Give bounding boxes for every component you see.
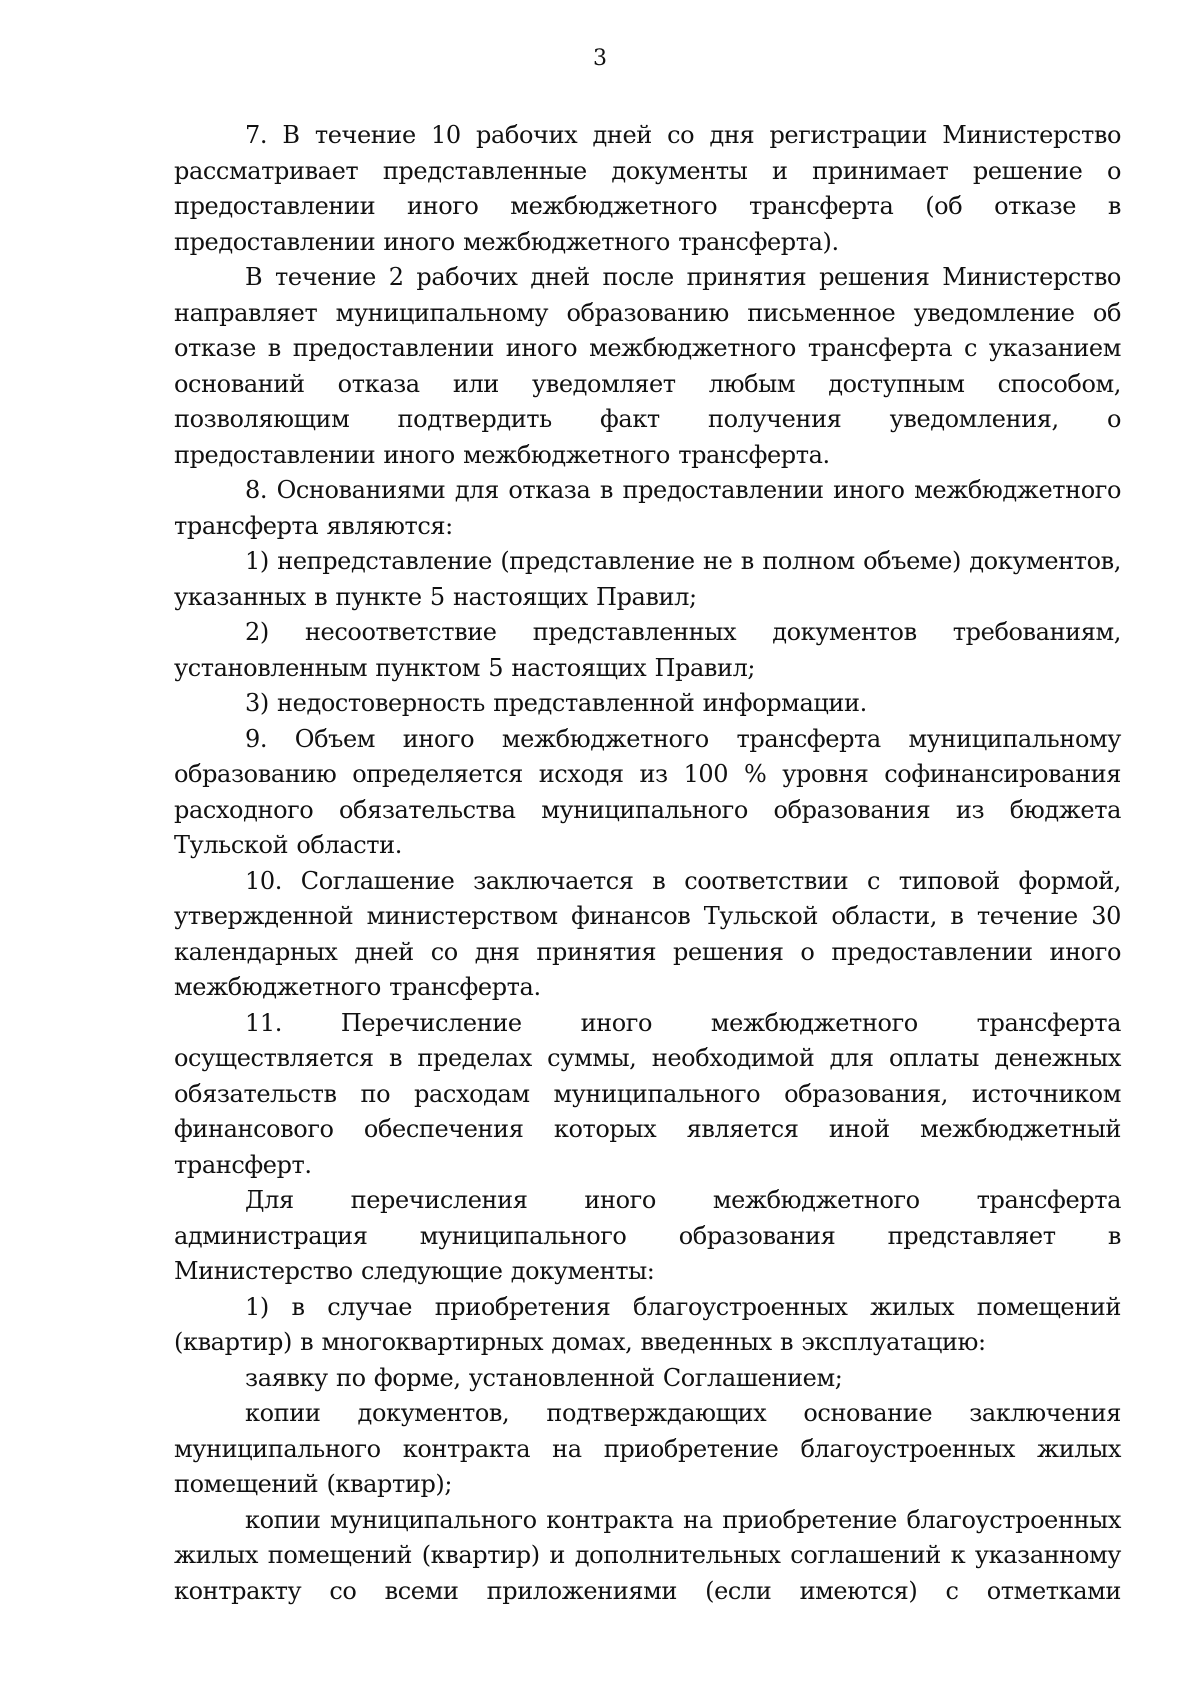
list-item-application: заявку по форме, установленной Соглашением; [245, 1363, 843, 1392]
list-item-1: 1) непредставление (представление не в полном объеме) документов, указанных в пункте 5 настоящих Правил; [174, 547, 1121, 611]
document-body [174, 118, 1121, 1609]
page-number: 3 [593, 46, 607, 71]
list-item-copies-contract: копии муниципального контракта на приобретение благоустроенных жилых помещений (квартир) и дополнительных соглашений к указанному контракту со всеми приложениями (если имеются) с отметками [174, 1505, 1121, 1605]
paragraph-10: 10. Соглашение заключается в соответствии с типовой формой, утвержденной министерством финансов Тульской области, в течение 30 календарных дней со дня принятия решения о предоставлении иного межбюджетного трансферта. [174, 866, 1121, 1001]
paragraph-11: 11. Перечисление иного межбюджетного трансферта осуществляется в пределах суммы, необходимой для оплаты денежных обязательств по расходам муниципального образования, источником финансового обеспечения которых является иной межбюджетный трансферт. [174, 1008, 1121, 1179]
paragraph-notification: В течение 2 рабочих дней после принятия решения Министерство направляет муниципальному образованию письменное уведомление об отказе в предоставлении иного межбюджетного трансферта с указанием оснований отказа или уведомляет любым доступным способом, позволяющим подтвердить факт получения уведомления, о предоставлении иного межбюджетного трансферта. [174, 263, 1121, 469]
list-item-2: 2) несоответствие представленных документов требованиям, установленным пунктом 5 настоящих Правил; [174, 618, 1121, 682]
paragraph-documents: Для перечисления иного межбюджетного трансферта администрация муниципального образования представляет в Министерство следующие документы: [174, 1186, 1121, 1285]
list-item-3: 3) недостоверность представленной информации. [245, 689, 867, 717]
paragraph-9: 9. Объем иного межбюджетного трансферта муниципальному образованию определяется исходя из 100 % уровня софинансирования расходного обязательства муниципального образования из бюджета Тульской области. [174, 724, 1121, 859]
list-item-purchase: 1) в случае приобретения благоустроенных жилых помещений (квартир) в многоквартирных домах, введенных в эксплуатацию: [174, 1292, 1121, 1356]
paragraph-7: 7. В течение 10 рабочих дней со дня регистрации Министерство рассматривает представленные документы и принимает решение о предоставлении иного межбюджетного трансферта (об отказе в предоставлении иного межбюджетного трансферта). [174, 121, 1121, 256]
list-item-copies-documents: копии документов, подтверждающих основание заключения муниципального контракта на приобретение благоустроенных жилых помещений (квартир); [174, 1399, 1121, 1498]
paragraph-8: 8. Основаниями для отказа в предоставлении иного межбюджетного трансферта являются: [174, 476, 1121, 540]
